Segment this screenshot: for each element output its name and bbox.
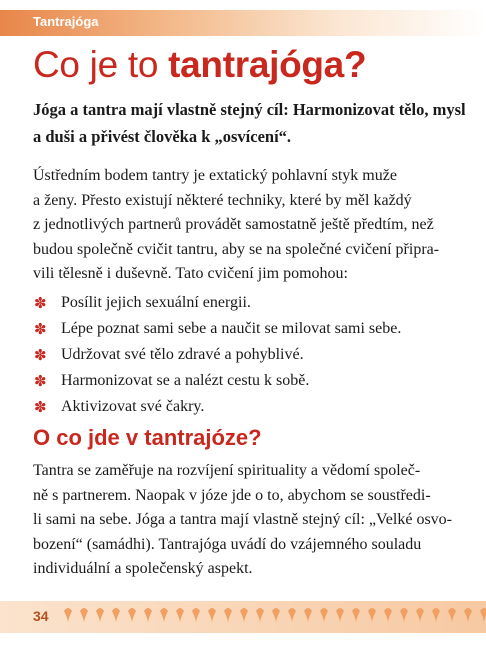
section-line: li sami na sebe. Jóga a tantra mají vlastně stejný cíl: „Velké osvo- bbox=[33, 511, 452, 528]
ornament-pattern bbox=[58, 601, 486, 633]
page-title-emphasis: tantrajóga? bbox=[168, 44, 367, 85]
ornament-motif bbox=[416, 608, 424, 623]
list-item: ✽ Aktivizovat své čakry. bbox=[33, 394, 401, 420]
ornament-motif bbox=[304, 608, 312, 623]
lead-line: a duši a přivést člověka k „osvícení“. bbox=[33, 127, 292, 146]
ornament-motif bbox=[384, 608, 392, 623]
flower-bullet-icon: ✽ bbox=[34, 372, 47, 390]
ornament-motif bbox=[112, 608, 120, 623]
ornament-motif bbox=[448, 608, 456, 623]
list-item: ✽ Posílit jejich sexuální energii. bbox=[33, 290, 401, 316]
section-line: individuální a společenský aspekt. bbox=[33, 560, 253, 577]
section-line: bození“ (samádhi). Tantrajóga uvádí do vzájemného souladu bbox=[33, 535, 422, 553]
section-label: Tantrajóga bbox=[33, 14, 99, 29]
section-heading: O co jde v tantrajóze? bbox=[33, 425, 262, 450]
ornament-motif bbox=[272, 608, 280, 623]
intro-paragraph bbox=[33, 164, 473, 287]
ornament-motif bbox=[144, 608, 152, 623]
ornament-motif bbox=[464, 608, 472, 623]
page-number: 34 bbox=[33, 608, 49, 624]
section-paragraph bbox=[33, 459, 473, 582]
ornament-motif bbox=[352, 608, 360, 623]
flower-bullet-icon: ✽ bbox=[34, 294, 47, 312]
intro-line: vili tělesně i duševně. Tato cvičení jim pomohou: bbox=[33, 265, 348, 282]
section-line: ně s partnerem. Naopak v józe jde o to, abychom se soustředi- bbox=[33, 486, 431, 504]
ornament-motif bbox=[192, 608, 200, 623]
ornament-motif bbox=[80, 608, 88, 623]
page-title: Co je to tantrajóga? bbox=[33, 44, 367, 85]
intro-line: a ženy. Přesto existují některé techniky, které by měl každý bbox=[33, 191, 412, 209]
flower-bullet-icon: ✽ bbox=[34, 320, 47, 338]
ornament-motif bbox=[256, 608, 264, 623]
flower-bullet-icon: ✽ bbox=[34, 346, 47, 364]
intro-line: Ústředním bodem tantry je extatický pohlavní styk muže bbox=[33, 167, 397, 184]
ornament-motif bbox=[160, 608, 168, 623]
ornament-motif bbox=[240, 608, 248, 623]
ornament-motif bbox=[368, 608, 376, 623]
ornament-motif bbox=[320, 608, 328, 623]
list-item: ✽ Harmonizovat se a nalézt cestu k sobě. bbox=[33, 368, 401, 394]
ornament-motif bbox=[288, 608, 296, 623]
section-line: Tantra se zaměřuje na rozvíjení spirituality a vědomí společ- bbox=[33, 462, 421, 479]
ornament-motif bbox=[336, 608, 344, 623]
list-item: ✽ Lépe poznat sami sebe a naučit se milovat sami sebe. bbox=[33, 316, 401, 342]
benefit-list bbox=[33, 290, 401, 420]
ornament-motif bbox=[96, 608, 104, 623]
ornament-motif bbox=[400, 608, 408, 623]
section-tab bbox=[0, 10, 486, 36]
intro-line: budou společně cvičit tantru, aby se na společné cvičení připra- bbox=[33, 240, 440, 258]
ornament-motif bbox=[64, 608, 72, 623]
ornament-motif bbox=[208, 608, 216, 623]
intro-line: z jednotlivých partnerů provádět samostatně ještě předtím, než bbox=[33, 216, 434, 233]
ornament-motif bbox=[176, 608, 184, 623]
ornament-motif bbox=[432, 608, 440, 623]
ornament-motif bbox=[480, 608, 486, 623]
ornament-motif bbox=[224, 608, 232, 623]
lead-line: Jóga a tantra mají vlastně stejný cíl: Harmonizovat tělo, mysl bbox=[33, 100, 466, 119]
lead-paragraph bbox=[33, 96, 473, 150]
ornament-motif bbox=[128, 608, 136, 623]
list-item: ✽ Udržovat své tělo zdravé a pohyblivé. bbox=[33, 342, 401, 368]
footer-band bbox=[0, 601, 486, 633]
flower-bullet-icon: ✽ bbox=[34, 398, 47, 416]
